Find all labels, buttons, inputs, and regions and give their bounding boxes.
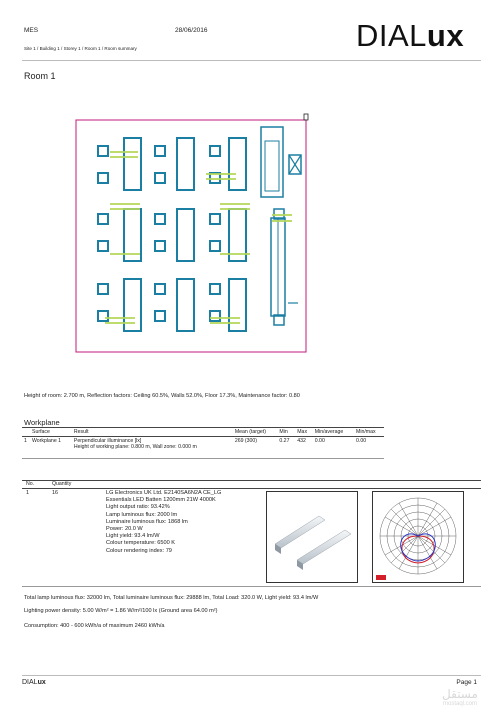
cabinet	[261, 127, 283, 197]
luminaire-rule-header	[22, 488, 481, 489]
energy-consumption: Consumption: 400 - 600 kWh/a of maximum 2460 kWh/a	[24, 623, 165, 629]
luminaire-rule-bottom	[22, 586, 481, 587]
luminaire-col-quantity: Quantity	[52, 481, 72, 487]
desk	[177, 138, 194, 190]
page-number: Page 1	[456, 679, 477, 686]
desk	[124, 138, 141, 190]
mean-cell: 269 (300)	[234, 438, 258, 444]
chair	[98, 284, 108, 294]
room-parameters: Height of room: 2.700 m, Reflection factors: Ceiling 60.5%, Walls 52.0%, Floor 17.3%, Maintenance factor: 0.80	[24, 393, 300, 399]
table-row	[22, 437, 384, 452]
chair	[155, 173, 165, 183]
column-header: Result	[72, 428, 233, 437]
chair	[155, 241, 165, 251]
max-cell: 432	[297, 438, 306, 444]
room-title: Room 1	[24, 71, 56, 81]
footer-logo: DIALux	[22, 679, 46, 686]
chair	[98, 241, 108, 251]
min-cell: 0.27	[279, 438, 290, 444]
chair	[210, 146, 220, 156]
table-rule-bottom	[22, 458, 384, 459]
luminaire-rule-top	[22, 480, 481, 481]
luminaire-col-no: No.	[26, 481, 35, 487]
dialux-logo: DIALux	[356, 18, 465, 53]
power-density: Lighting power density: 5.00 W/m² = 1.86 W/m²/100 lx (Ground area 64.00 m²)	[24, 608, 218, 614]
column-header: Min/max	[354, 428, 384, 437]
luminaire-number: 1	[26, 490, 29, 496]
min-max-cell: 0.00	[356, 438, 367, 444]
chair	[210, 214, 220, 224]
luminaire-quantity: 16	[52, 490, 58, 496]
led-batten-image-icon	[267, 492, 357, 582]
result-cell: Perpendicular illuminance [lx] Height of working plane: 0.800 m, Wall zone: 0.000 m	[73, 438, 197, 450]
breadcrumb: Site 1 / Building 1 / Storey 1 / Room 1 / Room summary	[24, 46, 137, 51]
chair	[98, 311, 108, 321]
column-header: Surface	[30, 428, 72, 437]
column-header: Min	[277, 428, 295, 437]
chair	[155, 284, 165, 294]
table-header-row	[22, 428, 384, 437]
luminaire-photo	[266, 491, 358, 583]
surface-cell: Workplane 1	[32, 438, 62, 444]
chair	[98, 146, 108, 156]
project-name: MES	[24, 27, 39, 34]
column-header: Min/average	[313, 428, 354, 437]
polar-light-distribution-diagram-icon	[373, 492, 463, 582]
min-average-cell: 0.00	[314, 438, 325, 444]
cabinet-inner	[265, 141, 279, 191]
workplane-heading: Workplane	[24, 418, 60, 427]
chair	[155, 311, 165, 321]
watermark-url: mostaql.com	[442, 701, 477, 707]
desk	[177, 279, 194, 331]
workplane-table	[22, 428, 384, 451]
report-date: 28/06/2016	[175, 27, 208, 34]
chair	[98, 214, 108, 224]
chair	[155, 146, 165, 156]
light-distribution-diagram	[372, 491, 464, 583]
chair	[98, 173, 108, 183]
footer-divider	[22, 675, 481, 676]
chair	[210, 284, 220, 294]
flux-summary: Total lamp luminous flux: 32000 lm, Total luminaire luminous flux: 29888 lm, Total Load: 320.0 W, Light yield: 93.4 lm/W	[24, 595, 319, 601]
desk	[177, 209, 194, 261]
room-floor-plan	[60, 105, 322, 360]
watermark-logo: مستقل	[442, 687, 478, 701]
column-header: Max	[295, 428, 313, 437]
chair	[210, 311, 220, 321]
header-divider	[22, 60, 481, 61]
luminaire-description: LG Electronics UK Ltd. E2140SA6N2A CE_LG Essentials LED Batten 1200mm 21W 4000K Light output ratio: 93.42% Lamp luminous flux: 2000 lm Luminaire luminous flux: 1868 lm Power: 20.0 W Light yield: 93.4 lm/W Colour temperature: 6500 K Colour rendering index: 79	[106, 490, 222, 554]
origin-marker	[304, 114, 308, 120]
row-number: 1	[24, 438, 27, 444]
desk	[229, 138, 246, 190]
column-header: Mean (target)	[233, 428, 278, 437]
chair	[155, 214, 165, 224]
chair	[210, 241, 220, 251]
